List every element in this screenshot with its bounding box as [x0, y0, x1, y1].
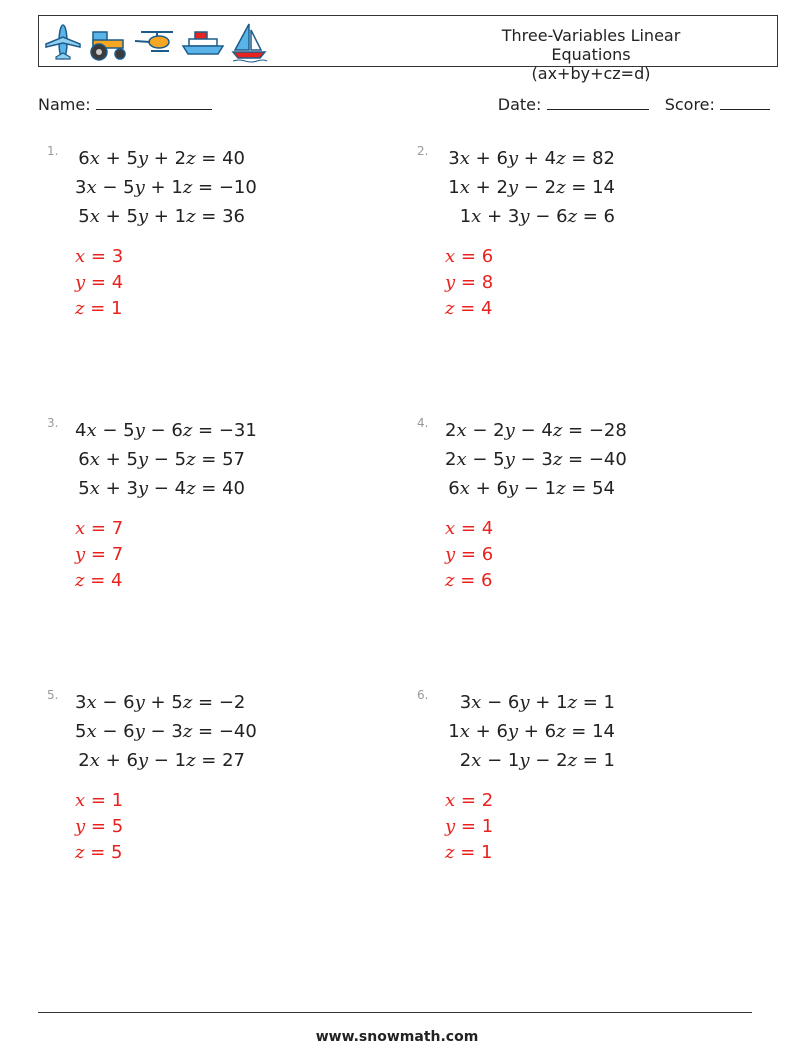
- answer-z: z = 1: [75, 298, 123, 319]
- coefficient-c: 1: [544, 478, 557, 499]
- airplane-icon: [43, 22, 83, 62]
- answer-block: [75, 518, 123, 596]
- coefficient-a: 1: [448, 721, 460, 742]
- equation: 3x − 6y + 1z = 1: [459, 692, 615, 713]
- operator: +: [475, 148, 491, 169]
- equation: 1x + 3y − 6z = 6: [459, 206, 615, 227]
- coefficient-a: 6: [448, 478, 460, 499]
- tractor-icon: [87, 22, 129, 62]
- coefficient-c: 2: [174, 148, 187, 169]
- operator: −: [520, 420, 536, 441]
- equation: 2x − 1y − 2z = 1: [459, 750, 615, 771]
- operator: −: [472, 420, 488, 441]
- coefficient-a: 1: [459, 206, 472, 227]
- variable-y: y: [507, 177, 519, 198]
- variable-z: z: [182, 692, 193, 713]
- variable-y: y: [507, 148, 519, 169]
- equation: 2x − 2y − 4z = −28: [445, 420, 627, 441]
- variable-x: x: [86, 420, 97, 441]
- coefficient-a: 2: [445, 449, 457, 470]
- operator: +: [150, 177, 166, 198]
- variable-z: z: [556, 177, 566, 198]
- name-field: [38, 93, 212, 114]
- variable-y: y: [134, 177, 145, 198]
- answer-variable: y: [75, 272, 86, 293]
- operator: −: [102, 177, 118, 198]
- constant-d: 14: [592, 177, 615, 198]
- coefficient-a: 5: [78, 478, 90, 499]
- operator: +: [153, 148, 169, 169]
- answer-value: 3: [111, 246, 124, 267]
- coefficient-c: 4: [541, 420, 553, 441]
- coefficient-a: 2: [78, 750, 90, 771]
- variable-z: z: [186, 148, 196, 169]
- variable-y: y: [134, 420, 145, 441]
- answer-value: 6: [481, 570, 493, 591]
- answer-variable: y: [445, 816, 456, 837]
- variable-z: z: [186, 206, 196, 227]
- answer-variable: y: [75, 544, 86, 565]
- equation: 3x + 6y + 4z = 82: [448, 148, 615, 169]
- equation-system: [75, 148, 257, 235]
- ship-icon: [181, 22, 225, 62]
- variable-z: z: [567, 206, 578, 227]
- coefficient-c: 3: [541, 449, 553, 470]
- operator: −: [520, 449, 536, 470]
- constant-d: 54: [592, 478, 615, 499]
- variable-z: z: [186, 449, 196, 470]
- equation: 2x − 5y − 3z = −40: [445, 449, 627, 470]
- constant-d: 82: [592, 148, 615, 169]
- answer-variable: y: [75, 816, 86, 837]
- equation-system: [75, 692, 257, 779]
- equation-system: [445, 420, 627, 507]
- answer-x: x = 1: [75, 790, 124, 811]
- equation: 6x + 6y − 1z = 54: [448, 478, 615, 499]
- answer-value: 8: [481, 272, 494, 293]
- variable-y: y: [137, 449, 149, 470]
- coefficient-b: 6: [496, 148, 508, 169]
- constant-d: 6: [603, 206, 615, 227]
- answer-value: 7: [111, 544, 124, 565]
- equation: 6x + 5y − 5z = 57: [78, 449, 245, 470]
- variable-y: y: [504, 420, 515, 441]
- answer-value: 5: [111, 842, 123, 863]
- problem-number: 6.: [417, 688, 429, 702]
- equation: 1x + 2y − 2z = 14: [448, 177, 615, 198]
- operator: −: [150, 721, 166, 742]
- answer-value: 6: [481, 246, 494, 267]
- coefficient-b: 5: [126, 148, 138, 169]
- coefficient-a: 3: [75, 692, 87, 713]
- answer-x: x = 3: [75, 246, 124, 267]
- variable-x: x: [456, 420, 467, 441]
- sailboat-icon: [229, 20, 269, 64]
- variable-x: x: [456, 449, 467, 470]
- answer-z: z = 4: [445, 298, 493, 319]
- operator: +: [487, 206, 503, 227]
- coefficient-b: 6: [496, 478, 508, 499]
- variable-z: z: [567, 750, 578, 771]
- variable-x: x: [89, 148, 100, 169]
- operator: +: [105, 449, 121, 470]
- answer-value: 4: [111, 272, 124, 293]
- answer-variable: x: [445, 518, 456, 539]
- constant-d: −10: [218, 177, 257, 198]
- answer-z: z = 1: [445, 842, 493, 863]
- answer-z: z = 6: [445, 570, 493, 591]
- variable-y: y: [504, 449, 515, 470]
- constant-d: −28: [588, 420, 627, 441]
- problem-number: 3.: [47, 416, 59, 430]
- answer-variable: z: [445, 842, 455, 863]
- coefficient-c: 1: [171, 177, 183, 198]
- equation-system: [445, 148, 615, 235]
- operator: −: [523, 177, 539, 198]
- variable-y: y: [519, 206, 530, 227]
- coefficient-a: 5: [75, 721, 87, 742]
- worksheet-title: Three-Variables Linear Equations: [501, 26, 681, 64]
- variable-y: y: [519, 692, 530, 713]
- coefficient-a: 3: [75, 177, 87, 198]
- coefficient-a: 6: [78, 148, 90, 169]
- coefficient-c: 4: [174, 478, 187, 499]
- operator: −: [523, 478, 539, 499]
- coefficient-c: 6: [544, 721, 557, 742]
- variable-z: z: [186, 478, 196, 499]
- coefficient-b: 1: [507, 750, 520, 771]
- equation: 2x + 6y − 1z = 27: [78, 750, 245, 771]
- score-blank[interactable]: [720, 93, 770, 110]
- operator: +: [475, 721, 491, 742]
- operator: +: [475, 177, 491, 198]
- answer-block: [445, 246, 493, 324]
- answer-x: x = 2: [445, 790, 494, 811]
- operator: +: [523, 148, 539, 169]
- answer-x: x = 6: [445, 246, 494, 267]
- coefficient-c: 1: [556, 692, 568, 713]
- equation: 1x + 6y + 6z = 14: [448, 721, 615, 742]
- equation-system: [75, 420, 257, 507]
- answer-value: 1: [111, 298, 123, 319]
- equation: 4x − 5y − 6z = −31: [75, 420, 257, 441]
- variable-z: z: [556, 721, 566, 742]
- variable-z: z: [552, 449, 563, 470]
- answer-variable: x: [75, 790, 86, 811]
- coefficient-c: 1: [174, 206, 187, 227]
- constant-d: 40: [222, 478, 245, 499]
- answer-y: y = 6: [445, 544, 494, 565]
- coefficient-b: 6: [123, 692, 135, 713]
- coefficient-b: 5: [126, 449, 138, 470]
- problem-number: 1.: [47, 144, 59, 158]
- operator: −: [150, 420, 166, 441]
- coefficient-a: 6: [78, 449, 90, 470]
- name-label: Name:: [38, 95, 91, 114]
- constant-d: −2: [218, 692, 246, 713]
- coefficient-c: 6: [171, 420, 183, 441]
- operator: −: [472, 449, 488, 470]
- operator: +: [150, 692, 166, 713]
- variable-x: x: [89, 478, 100, 499]
- answer-block: [445, 518, 493, 596]
- equation: 3x − 6y + 5z = −2: [75, 692, 246, 713]
- coefficient-b: 5: [123, 420, 135, 441]
- answer-y: y = 5: [75, 816, 124, 837]
- answer-z: z = 5: [75, 842, 123, 863]
- answer-value: 2: [481, 790, 494, 811]
- constant-d: 36: [222, 206, 245, 227]
- variable-y: y: [137, 478, 149, 499]
- worksheet-subtitle: (ax+by+cz=d): [531, 64, 651, 83]
- variable-x: x: [459, 478, 470, 499]
- variable-z: z: [186, 750, 196, 771]
- answer-y: y = 8: [445, 272, 494, 293]
- operator: −: [102, 721, 118, 742]
- answer-variable: x: [445, 790, 456, 811]
- variable-z: z: [556, 478, 566, 499]
- coefficient-a: 3: [448, 148, 460, 169]
- answer-variable: z: [445, 298, 455, 319]
- variable-x: x: [459, 148, 470, 169]
- answer-variable: x: [445, 246, 456, 267]
- score-label: Score:: [664, 95, 715, 114]
- answer-value: 6: [481, 544, 494, 565]
- operator: −: [153, 449, 169, 470]
- name-blank[interactable]: [96, 93, 212, 110]
- operator: +: [475, 478, 491, 499]
- coefficient-c: 2: [556, 750, 568, 771]
- variable-z: z: [182, 420, 193, 441]
- answer-x: x = 7: [75, 518, 124, 539]
- variable-x: x: [459, 177, 470, 198]
- constant-d: 27: [222, 750, 245, 771]
- variable-y: y: [137, 206, 149, 227]
- coefficient-b: 6: [123, 721, 135, 742]
- answer-value: 1: [481, 842, 493, 863]
- variable-x: x: [86, 692, 97, 713]
- variable-x: x: [471, 750, 482, 771]
- coefficient-b: 3: [126, 478, 138, 499]
- equation: 3x − 5y + 1z = −10: [75, 177, 257, 198]
- coefficient-b: 6: [126, 750, 138, 771]
- coefficient-c: 5: [171, 692, 183, 713]
- variable-x: x: [89, 750, 100, 771]
- variable-x: x: [89, 449, 100, 470]
- answer-block: [75, 790, 123, 868]
- answer-value: 1: [481, 816, 494, 837]
- answer-variable: y: [445, 272, 456, 293]
- variable-y: y: [519, 750, 530, 771]
- constant-d: 14: [592, 721, 615, 742]
- coefficient-a: 5: [78, 206, 90, 227]
- operator: +: [105, 206, 121, 227]
- coefficient-b: 3: [507, 206, 520, 227]
- variable-x: x: [459, 721, 470, 742]
- answer-y: y = 1: [445, 816, 494, 837]
- operator: +: [105, 478, 121, 499]
- answer-value: 5: [111, 816, 124, 837]
- operator: −: [535, 750, 551, 771]
- equation: 5x − 6y − 3z = −40: [75, 721, 257, 742]
- variable-z: z: [556, 148, 566, 169]
- answer-variable: x: [75, 246, 86, 267]
- operator: −: [153, 750, 169, 771]
- equation: 5x + 3y − 4z = 40: [78, 478, 245, 499]
- operator: +: [105, 750, 121, 771]
- coefficient-a: 4: [75, 420, 87, 441]
- worksheet-title-block: [461, 26, 721, 83]
- equation: 6x + 5y + 2z = 40: [78, 148, 245, 169]
- coefficient-c: 5: [174, 449, 187, 470]
- coefficient-b: 5: [493, 449, 505, 470]
- variable-y: y: [134, 721, 145, 742]
- equation: 5x + 5y + 1z = 36: [78, 206, 245, 227]
- variable-x: x: [86, 721, 97, 742]
- variable-z: z: [552, 420, 563, 441]
- date-blank[interactable]: [547, 93, 649, 110]
- coefficient-a: 3: [459, 692, 472, 713]
- constant-d: 40: [222, 148, 245, 169]
- coefficient-b: 2: [496, 177, 508, 198]
- answer-x: x = 4: [445, 518, 494, 539]
- operator: +: [105, 148, 121, 169]
- constant-d: 57: [222, 449, 245, 470]
- variable-y: y: [507, 721, 519, 742]
- operator: +: [153, 206, 169, 227]
- operator: −: [102, 692, 118, 713]
- coefficient-b: 6: [507, 692, 520, 713]
- operator: −: [487, 692, 503, 713]
- coefficient-c: 2: [544, 177, 557, 198]
- problem-number: 4.: [417, 416, 429, 430]
- variable-y: y: [134, 692, 145, 713]
- operator: +: [523, 721, 539, 742]
- answer-z: z = 4: [75, 570, 123, 591]
- header-icons: [43, 20, 269, 64]
- operator: −: [535, 206, 551, 227]
- coefficient-c: 1: [174, 750, 187, 771]
- coefficient-a: 2: [445, 420, 457, 441]
- coefficient-b: 5: [123, 177, 135, 198]
- answer-value: 4: [481, 518, 494, 539]
- coefficient-c: 6: [556, 206, 568, 227]
- answer-variable: z: [75, 298, 85, 319]
- constant-d: −31: [218, 420, 257, 441]
- answer-variable: z: [445, 570, 455, 591]
- answer-block: [445, 790, 493, 868]
- operator: −: [102, 420, 118, 441]
- operator: +: [535, 692, 551, 713]
- problem-number: 2.: [417, 144, 429, 158]
- answer-value: 1: [111, 790, 124, 811]
- answer-variable: z: [75, 842, 85, 863]
- equation-system: [445, 692, 615, 779]
- constant-d: −40: [588, 449, 627, 470]
- variable-y: y: [507, 478, 519, 499]
- helicopter-icon: [133, 22, 177, 62]
- coefficient-c: 4: [544, 148, 557, 169]
- coefficient-b: 2: [493, 420, 505, 441]
- variable-z: z: [182, 721, 193, 742]
- worksheet-header: [38, 15, 778, 83]
- answer-variable: x: [75, 518, 86, 539]
- answer-variable: z: [75, 570, 85, 591]
- answer-value: 4: [481, 298, 493, 319]
- operator: −: [487, 750, 503, 771]
- operator: −: [153, 478, 169, 499]
- variable-z: z: [567, 692, 578, 713]
- answer-value: 7: [111, 518, 124, 539]
- footer-url: www.snowmath.com: [315, 1029, 479, 1045]
- coefficient-a: 1: [448, 177, 460, 198]
- date-score-fields: [498, 93, 770, 114]
- answer-value: 4: [111, 570, 123, 591]
- footer-divider: [38, 1012, 752, 1013]
- coefficient-a: 2: [459, 750, 472, 771]
- date-label: Date:: [497, 95, 542, 114]
- variable-z: z: [182, 177, 193, 198]
- answer-y: y = 4: [75, 272, 124, 293]
- variable-x: x: [89, 206, 100, 227]
- coefficient-b: 6: [496, 721, 508, 742]
- answer-y: y = 7: [75, 544, 124, 565]
- constant-d: −40: [218, 721, 257, 742]
- variable-y: y: [137, 750, 149, 771]
- answer-variable: y: [445, 544, 456, 565]
- variable-x: x: [86, 177, 97, 198]
- coefficient-b: 5: [126, 206, 138, 227]
- problem-number: 5.: [47, 688, 59, 702]
- constant-d: 1: [603, 750, 615, 771]
- variable-x: x: [471, 692, 482, 713]
- variable-y: y: [137, 148, 149, 169]
- coefficient-c: 3: [171, 721, 183, 742]
- answer-block: [75, 246, 123, 324]
- constant-d: 1: [603, 692, 615, 713]
- variable-x: x: [471, 206, 482, 227]
